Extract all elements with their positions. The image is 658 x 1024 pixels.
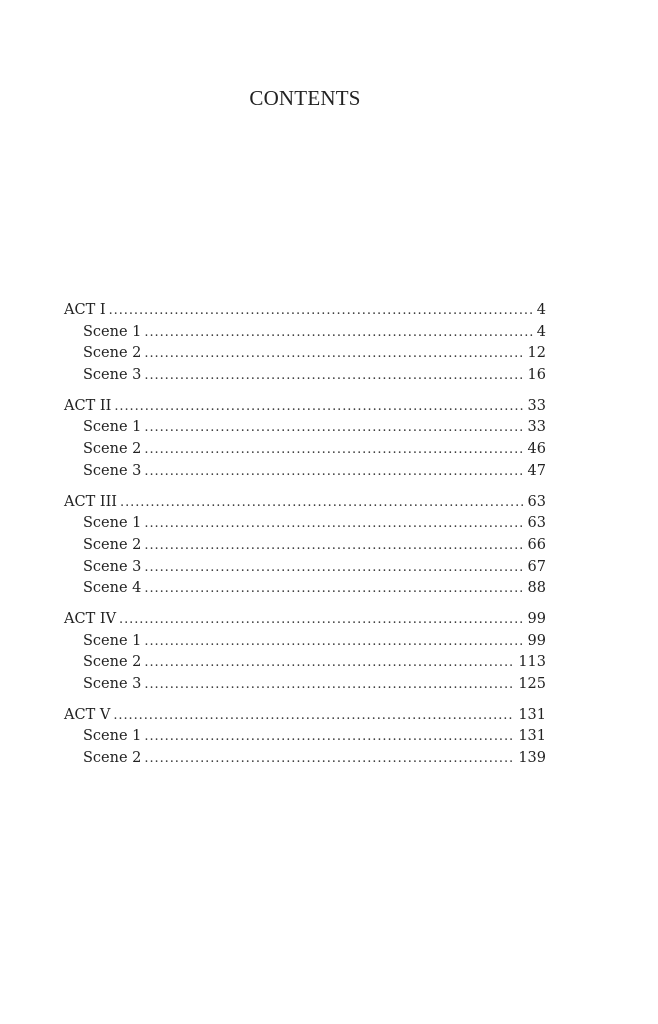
toc-entry-page: 63 [527,493,546,510]
toc-entry-page: 33 [527,419,546,436]
toc-entry-act-2-scene-3[interactable] [64,461,546,483]
toc-entry-act-3-scene-2[interactable] [64,535,546,557]
toc-act-1 [64,300,546,387]
toc-entry-page: 4 [536,323,546,340]
dot-leader [144,557,523,579]
dot-leader [119,609,524,631]
table-of-contents [64,300,546,779]
toc-entry-label: Scene 3 [83,462,142,479]
toc-entry-page: 99 [527,632,546,649]
toc-act-2 [64,396,546,483]
dot-leader [144,461,523,483]
toc-entry-label: Scene 3 [83,558,142,575]
dot-leader [144,578,523,600]
toc-act-5 [64,705,546,770]
toc-entry-page: 4 [536,302,546,318]
dot-leader [144,322,532,344]
dot-leader [144,343,523,365]
dot-leader [120,492,524,514]
toc-entry-label: Scene 1 [83,632,142,649]
toc-entry-page: 33 [527,397,546,414]
toc-entry-label: ACT I [64,302,106,318]
dot-leader [113,705,514,727]
toc-entry-label: Scene 3 [83,676,142,692]
dot-leader [144,748,514,770]
toc-entry-page: 139 [518,750,546,767]
toc-entry-label: Scene 3 [83,367,142,384]
toc-entry-page: 113 [518,654,546,671]
toc-act-4 [64,609,546,696]
toc-entry-act-4-scene-3[interactable] [64,674,546,696]
dot-leader [109,300,533,322]
dot-leader [144,439,523,461]
toc-entry-label: Scene 2 [83,345,142,362]
dot-leader [144,674,514,696]
toc-entry-act-1-scene-3[interactable] [64,365,546,387]
toc-entry-act-1-scene-2[interactable] [64,343,546,365]
toc-entry-label: Scene 4 [83,580,142,597]
toc-entry-page: 67 [527,558,546,575]
toc-entry-label: Scene 1 [83,728,142,745]
toc-entry-page: 88 [527,580,546,597]
dot-leader [144,535,523,557]
toc-entry-label: Scene 2 [83,750,142,767]
toc-entry-page: 46 [527,441,546,458]
toc-entry-label: Scene 1 [83,515,142,532]
toc-entry-act-4-scene-2[interactable] [64,652,546,674]
toc-entry-act-2-scene-1[interactable] [64,417,546,439]
toc-act-3 [64,492,546,600]
toc-entry-page: 16 [527,367,546,384]
page-title: CONTENTS [249,86,361,110]
toc-entry-act-4[interactable] [64,609,546,631]
toc-entry-label: Scene 1 [83,419,142,436]
toc-entry-label: Scene 1 [83,323,142,340]
toc-entry-act-2-scene-2[interactable] [64,439,546,461]
toc-entry-act-4-scene-1[interactable] [64,631,546,653]
toc-entry-label: ACT III [64,493,118,510]
toc-entry-act-5[interactable] [64,705,546,727]
toc-entry-act-1[interactable] [64,300,546,322]
dot-leader [144,417,523,439]
toc-entry-act-3[interactable] [64,492,546,514]
dot-leader [144,365,523,387]
dot-leader [114,396,523,418]
toc-entry-page: 63 [527,515,546,532]
toc-entry-label: Scene 2 [83,536,142,553]
toc-entry-page: 12 [527,345,546,362]
toc-entry-page: 47 [527,462,546,479]
toc-entry-act-3-scene-1[interactable] [64,513,546,535]
toc-entry-label: Scene 2 [83,654,142,671]
toc-entry-act-1-scene-1[interactable] [64,322,546,344]
toc-entry-label: ACT II [64,397,112,414]
toc-entry-label: ACT IV [64,610,117,627]
toc-entry-page: 125 [518,676,546,692]
dot-leader [144,513,523,535]
toc-entry-page: 131 [518,706,546,723]
toc-entry-act-3-scene-3[interactable] [64,557,546,579]
toc-entry-page: 99 [527,610,546,627]
toc-entry-act-3-scene-4[interactable] [64,578,546,600]
dot-leader [144,631,523,653]
toc-entry-act-5-scene-1[interactable] [64,726,546,748]
toc-entry-page: 131 [518,728,546,745]
toc-entry-label: ACT V [64,706,111,723]
dot-leader [144,652,514,674]
toc-entry-act-5-scene-2[interactable] [64,748,546,770]
toc-entry-page: 66 [527,536,546,553]
dot-leader [144,726,514,748]
toc-entry-label: Scene 2 [83,441,142,458]
toc-entry-act-2[interactable] [64,396,546,418]
